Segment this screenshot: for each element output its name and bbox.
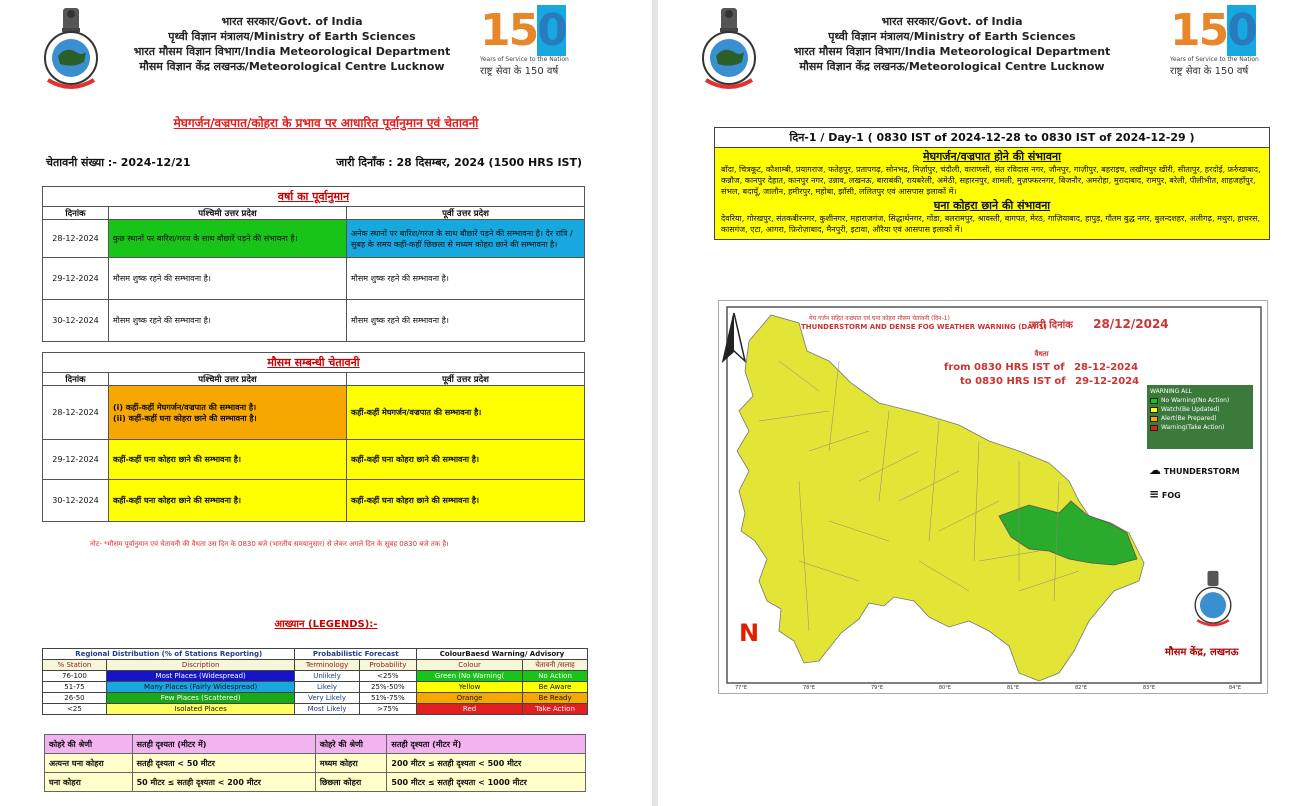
logo-number-b: 0 — [537, 5, 566, 56]
axis-tick: 80°E — [939, 685, 952, 691]
fog-category-table — [44, 734, 586, 792]
legend-subheader: Terminology — [295, 660, 359, 671]
warning-table-caption: मौसम सम्बन्धी चेतावनी — [43, 353, 585, 373]
legend-action: Be Aware — [523, 682, 588, 693]
logo-150-years — [1170, 5, 1280, 90]
table-header: पश्चिमी उत्तर प्रदेश — [109, 373, 347, 386]
legend-action: Take Action — [523, 704, 588, 715]
table-header: पूर्वी उत्तर प्रदेश — [347, 207, 585, 220]
fog-icon: ≡ — [1149, 487, 1160, 501]
east-cell: मौसम शुष्क रहने की सम्भावना है। — [347, 300, 585, 342]
legend-colour: Red — [416, 704, 522, 715]
fog-header: कोहरे की श्रेणी — [45, 735, 133, 754]
legend-term: Most Likely — [295, 704, 359, 715]
thunderstorm-districts: बाँदा, चित्रकूट, कौशाम्बी, प्रयागराज, फतेहपुर, प्रतापगढ़, सोनभद्र, मिर्ज़ापुर, चंदौली, वाराणसी, संत रविदास नगर, जौनपुर, गाज़ीपुर, बहराइच, लखीमपुर खीरी, सीतापुर, हरदोई, फ़र्रुखाबाद, कन्नौज, कानपुर देहात, कानपुर नगर, उन्नाव, लखनऊ, बाराबंकी, रायबरेली, अमेठी, सहारनपुर, शामली, मुज़फ्फरनगर, बिजनौर, अमरोहा, मुरादाबाद, रामपुर, बरेली, पीलीभीत, शाहजहाँपुर, संभल, बदायूँ, जालौन, हमीरपुर, महोबा, झाँसी, ललितपुर एवं आसपास इलाकों में। — [721, 165, 1261, 196]
fog-label: FOG — [1161, 491, 1181, 500]
header-line-2: पृथ्वी विज्ञान मंत्रालय/Ministry of Earth Sciences — [168, 30, 416, 43]
legend-item — [1150, 397, 1250, 404]
axis-tick: 78°E — [803, 685, 816, 691]
east-cell: कहीं-कहीं घना कोहरा छाने की सम्भावना है। — [347, 480, 585, 522]
thunderstorm-title: मेघगर्जन/वज्रपात होने की संभावना — [923, 150, 1061, 163]
axis-tick: 81°E — [1007, 685, 1020, 691]
east-cell: मौसम शुष्क रहने की सम्भावना है। — [347, 258, 585, 300]
north-label: N — [739, 619, 760, 647]
legend-term: Unlikely — [295, 671, 359, 682]
table-row — [45, 773, 586, 792]
west-line-1: (i) कहीं-कहीं मेघगर्जन/वज्रपात की सम्भावना है। — [113, 402, 257, 412]
header-line-4: मौसम विज्ञान केंद्र लखनऊ/Meteorological Centre Lucknow — [139, 60, 445, 73]
page-header — [658, 4, 1300, 92]
fog-cell: मध्यम कोहरा — [315, 754, 387, 773]
imd-emblem-icon — [1189, 556, 1237, 642]
issue-date: जारी दिनाँक : 28 दिसम्बर, 2024 (1500 HRS IST) — [336, 156, 582, 169]
map-date-value: 28/12/2024 — [1093, 317, 1169, 331]
header-line-4: मौसम विज्ञान केंद्र लखनऊ/Meteorological Centre Lucknow — [799, 60, 1105, 73]
legend-subheader: Probability — [359, 660, 416, 671]
from-label: from 0830 HRS IST of — [944, 362, 1065, 373]
map-title-hindi: मेघ गर्जन सहित वज्रपात एवं घना कोहरा मौसम चेतावनी (दिन-1) — [809, 315, 950, 322]
table-row — [43, 440, 585, 480]
logo-number-b: 0 — [1227, 5, 1256, 56]
rain-table-caption: वर्षा का पूर्वानुमान — [43, 187, 585, 207]
legend-label: Warning(Take Action) — [1161, 424, 1225, 431]
warning-info-row — [46, 155, 582, 170]
fog-cell: घना कोहरा — [45, 773, 133, 792]
west-line-2: (ii) कहीं-कहीं घना कोहरा छाने की सम्भावना है। — [113, 413, 257, 423]
fog-cell: 200 मीटर ≤ सतही दृश्यता < 500 मीटर — [387, 754, 586, 773]
legend-pct: 26-50 — [43, 693, 107, 704]
table-header: पश्चिमी उत्तर प्रदेश — [109, 207, 347, 220]
table-row — [43, 258, 585, 300]
legend-desc: Few Places (Scattered) — [106, 693, 294, 704]
legend-swatch — [1150, 407, 1158, 413]
logo-number-a: 15 — [1170, 5, 1228, 56]
axis-tick: 79°E — [871, 685, 884, 691]
logo-hindi: राष्ट्र सेवा के 150 वर्ष — [1170, 66, 1249, 77]
to-date: 29-12-2024 — [1075, 376, 1140, 387]
legend-desc: Isolated Places — [106, 704, 294, 715]
table-header: दिनांक — [43, 207, 109, 220]
axis-tick: 77°E — [735, 685, 748, 691]
fog-header: सतही दृश्यता (मीटर में) — [132, 735, 315, 754]
header-line-1: भारत सरकार/Govt. of India — [881, 15, 1023, 28]
from-date: 28-12-2024 — [1074, 362, 1139, 373]
imd-emblem-icon — [36, 6, 106, 92]
legend-header-regional: Regional Distribution (% of Stations Reporting) — [43, 649, 295, 660]
date-cell: 29-12-2024 — [43, 258, 109, 300]
thunderstorm-icon: ☁ — [1149, 463, 1161, 477]
date-cell: 29-12-2024 — [43, 440, 109, 480]
legend-row — [43, 671, 588, 682]
thunderstorm-label: THUNDERSTORM — [1163, 467, 1240, 476]
axis-tick: 82°E — [1075, 685, 1088, 691]
fog-title: घना कोहरा छाने की संभावना — [933, 199, 1051, 212]
legend-prob: <25% — [359, 671, 416, 682]
table-header: पूर्वी उत्तर प्रदेश — [347, 373, 585, 386]
legend-label: Alert(Be Prepared) — [1161, 415, 1217, 422]
header-text — [782, 14, 1122, 74]
day1-header: दिन-1 / Day-1 ( 0830 IST of 2024-12-28 to 0830 IST of 2024-12-29 ) — [715, 128, 1269, 148]
legend-desc: Many Places (Fairly Widespread) — [106, 682, 294, 693]
date-cell: 28-12-2024 — [43, 220, 109, 258]
validity-label: वैधता — [1034, 350, 1049, 358]
west-cell: मौसम शुष्क रहने की सम्भावना है। — [109, 258, 347, 300]
fog-districts: देवरिया, गोरखपुर, संतकबीरनगर, कुशीनगर, महाराजगंज, सिद्धार्थनगर, गोंडा, बलरामपुर, श्रावस्ती, बागपत, मेरठ, गाज़ियाबाद, हापुड़, गौतम बुद्ध नगर, बुलन्दशहर, अलीगढ़, मथुरा, हाथरस, कासगंज, एटा, आगरा, फ़िरोज़ाबाद, मैनपुरी, इटावा, औरैया एवं आसपास इलाकों में। — [721, 214, 1261, 234]
legend-header-prob: Probabilistic Forecast — [295, 649, 417, 660]
east-cell: कहीं-कहीं मेघगर्जन/वज्रपात की सम्भावना है। — [347, 386, 585, 440]
page-header — [0, 4, 652, 92]
validity-note: नोट- *मौसम पूर्वानुमान एवं चेतावनी की वैधता उस दिन के 0830 बजे (भारतीय समयानुसार) से लेकर अगले दिन के सुबह 0830 बजे तक है। — [90, 540, 449, 548]
legend-subheader: Discription — [106, 660, 294, 671]
legend-table — [42, 648, 588, 715]
map-validity — [944, 347, 1139, 389]
warning-number: चेतावनी संख्या :- 2024-12/21 — [46, 156, 191, 169]
logo-hindi: राष्ट्र सेवा के 150 वर्ष — [480, 66, 559, 77]
legend-colour: Green (No Warning( — [416, 671, 522, 682]
fog-cell: सतही दृश्यता < 50 मीटर — [132, 754, 315, 773]
west-cell: कहीं-कहीं घना कोहरा छाने की सम्भावना है। — [109, 480, 347, 522]
date-cell: 30-12-2024 — [43, 300, 109, 342]
legend-subheader: चेतावनी /सलाह — [523, 660, 588, 671]
date-cell: 30-12-2024 — [43, 480, 109, 522]
header-text — [122, 14, 462, 74]
fog-key — [1149, 487, 1181, 501]
thunderstorm-key — [1149, 463, 1240, 477]
legend-term: Likely — [295, 682, 359, 693]
legend-subheader: % Station — [43, 660, 107, 671]
east-cell: कहीं-कहीं घना कोहरा छाने की सम्भावना है। — [347, 440, 585, 480]
legend-colour: Yellow — [416, 682, 522, 693]
legend-swatch — [1150, 416, 1158, 422]
map-legend — [1147, 385, 1253, 449]
table-row — [43, 220, 585, 258]
north-arrow-icon — [719, 301, 749, 381]
legend-header-colour: ColourBaesd Warning/ Advisory — [416, 649, 587, 660]
legend-row — [43, 693, 588, 704]
logo-number-a: 15 — [480, 5, 538, 56]
date-cell: 28-12-2024 — [43, 386, 109, 440]
legend-item — [1150, 424, 1250, 431]
map-imd-label: मौसम केंद्र, लखनऊ — [1165, 647, 1239, 658]
fog-cell: 500 मीटर ≤ सतही दृश्यता < 1000 मीटर — [387, 773, 586, 792]
imd-emblem-icon — [694, 6, 764, 92]
logo-tagline: Years of Service to the Nation — [1170, 56, 1259, 63]
legend-term: Very Likely — [295, 693, 359, 704]
table-row — [43, 480, 585, 522]
map-date-label: जारी दिनांक — [1029, 320, 1073, 331]
west-cell: कुछ स्थानों पर बारिश/गरज के साथ बौछारें पड़ने की संभावना है। — [109, 220, 347, 258]
legend-colour: Orange — [416, 693, 522, 704]
legends-title: आख्यान (LEGENDS):- — [274, 619, 378, 630]
legend-action: Be Ready — [523, 693, 588, 704]
header-line-3: भारत मौसम विज्ञान विभाग/India Meteorological Department — [793, 45, 1111, 58]
fog-cell: 50 मीटर ≤ सतही दृश्यता < 200 मीटर — [132, 773, 315, 792]
fog-header: सतही दृश्यता (मीटर में) — [387, 735, 586, 754]
legend-prob: 51%-75% — [359, 693, 416, 704]
rain-forecast-table — [42, 186, 585, 342]
west-cell: कहीं-कहीं घना कोहरा छाने की सम्भावना है। — [109, 440, 347, 480]
legend-label: No Warning(No Action) — [1161, 397, 1230, 404]
warning-map — [718, 300, 1268, 694]
legend-label: Watch(Be Updated) — [1161, 406, 1220, 413]
east-cell: अनेक स्थानों पर बारिश/गरज के साथ बौछारें पड़ने की सम्भावना है। देर रात्रि / सुबह के समय कहीं-कहीं छिछला से मध्यम कोहरा छाने की सम्भावना है। — [347, 220, 585, 258]
header-line-3: भारत मौसम विज्ञान विभाग/India Meteorological Department — [133, 45, 451, 58]
legend-subheader: Colour — [416, 660, 522, 671]
table-row — [43, 386, 585, 440]
legend-pct: 76-100 — [43, 671, 107, 682]
table-row — [45, 754, 586, 773]
header-line-2: पृथ्वी विज्ञान मंत्रालय/Ministry of Earth Sciences — [828, 30, 1076, 43]
legend-row — [43, 682, 588, 693]
legend-pct: 51-75 — [43, 682, 107, 693]
map-legend-title: WARNING ALL — [1150, 388, 1192, 395]
map-title-english: THUNDERSTORM AND DENSE FOG WEATHER WARNING (DAY-1) — [801, 323, 1047, 331]
legend-action: No Action — [523, 671, 588, 682]
day1-body — [715, 148, 1269, 239]
day1-forecast-box — [714, 127, 1270, 240]
to-label: to 0830 HRS IST of — [960, 376, 1066, 387]
fog-cell: अत्यन्त घना कोहरा — [45, 754, 133, 773]
axis-tick: 84°E — [1229, 685, 1242, 691]
table-row — [43, 300, 585, 342]
map-issue-date — [1029, 317, 1169, 331]
table-header: दिनांक — [43, 373, 109, 386]
legend-pct: <25 — [43, 704, 107, 715]
axis-tick: 83°E — [1143, 685, 1156, 691]
document-title: मेघगर्जन/वज्रपात/कोहरा के प्रभाव पर आधारित पूर्वानुमान एवं चेतावनी — [173, 116, 479, 130]
fog-header: कोहरे की श्रेणी — [315, 735, 387, 754]
legend-prob: 25%-50% — [359, 682, 416, 693]
right-page — [658, 0, 1300, 806]
legend-row — [43, 704, 588, 715]
legend-swatch — [1150, 398, 1158, 404]
west-cell — [109, 386, 347, 440]
legend-item — [1150, 406, 1250, 413]
legend-swatch — [1150, 425, 1158, 431]
header-line-1: भारत सरकार/Govt. of India — [221, 15, 363, 28]
legend-desc: Most Places (Widespread) — [106, 671, 294, 682]
logo-150-years — [480, 5, 590, 90]
fog-cell: छिछला कोहरा — [315, 773, 387, 792]
legend-item — [1150, 415, 1250, 422]
weather-warning-table — [42, 352, 585, 522]
logo-tagline: Years of Service to the Nation — [480, 56, 569, 63]
legend-prob: >75% — [359, 704, 416, 715]
west-cell: मौसम शुष्क रहने की सम्भावना है। — [109, 300, 347, 342]
